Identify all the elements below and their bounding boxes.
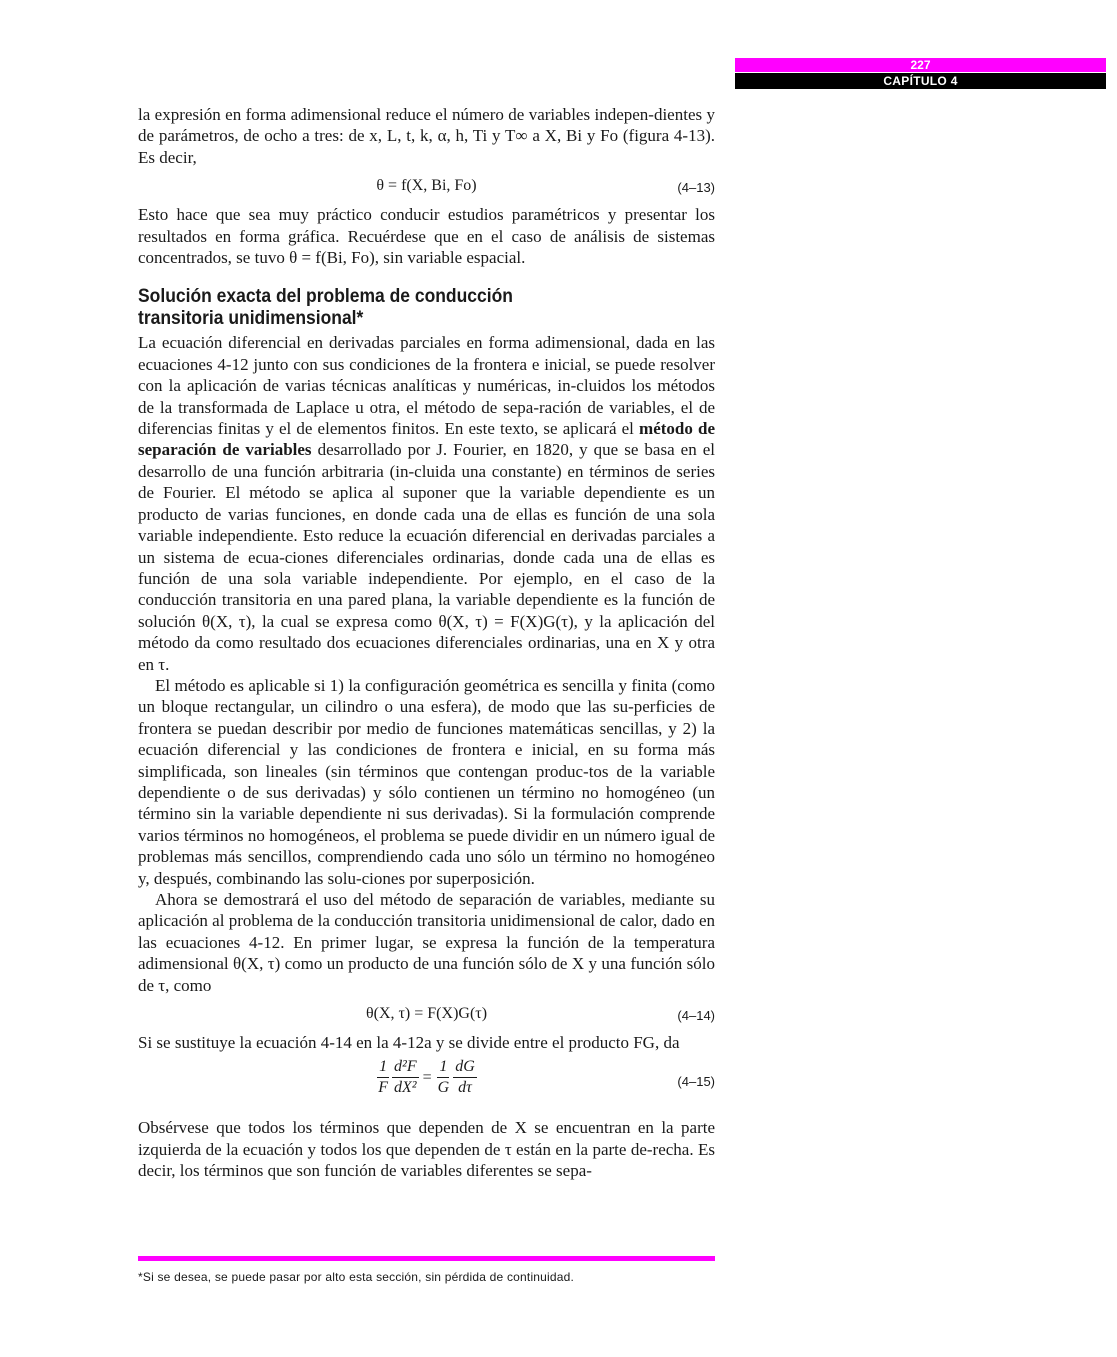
fraction-denominator: G — [437, 1079, 450, 1097]
paragraph-7: Obsérvese que todos los términos que dependen de X se encuentran en la parte izquierda de la ecuación y todos los que dependen de τ están en la parte de-recha. Es decir, los términos que son función de variables diferentes se sepa- — [138, 1118, 715, 1181]
page-number: 227 — [735, 58, 1106, 72]
fraction-d2f-dx2 — [392, 1057, 419, 1098]
section-heading — [138, 286, 727, 330]
equation-4-14-math: θ(X, τ) = F(X)G(τ) — [365, 1005, 488, 1023]
fraction-denominator: dτ — [458, 1079, 472, 1097]
paragraph-1: la expresión en forma adimensional reduce el número de variables indepen-dientes y de parámetros, de ocho a tres: de x, L, t, k, α, h, Ti y T∞ a X, Bi y Fo (figura 4-13). Es decir, — [138, 105, 715, 167]
equals-sign: = — [422, 1069, 432, 1087]
fraction-1-over-f — [376, 1057, 390, 1098]
paragraph-5: Ahora se demostrará el uso del método de separación de variables, mediante su aplicación al problema de la conducción transitoria unidimensional de calor, dado en las ecuaciones 4-12. En primer lugar, se expresa la función de la temperatura adimensional θ(X, τ) como un producto de una función sólo de X y una función sólo de τ, como — [138, 890, 715, 995]
equation-4-15-math — [138, 1057, 715, 1098]
equation-4-15 — [138, 1057, 715, 1107]
paragraph-3-end: desarrollado por J. Fourier, en 1820, y que se basa en el desarrollo de una función arbitraria (in-cluida una constante) en términos de series de Fourier. El método se aplica al suponer que la variable dependiente es un producto de varias funciones, en donde cada una de ellas es función de una sola variable independiente. Esto reduce la ecuación diferencial en derivadas parciales a un sistema de ecua-ciones diferenciales ordinarias, donde cada una de ellas es función de una sola variable independiente. Por ejemplo, en el caso de la conducción transitoria en una pared plana, la variable dependiente es la función de solución θ(X, τ), la cual se expresa como θ(X, τ) = F(X)G(τ), y la aplicación del método da como resultado dos ecuaciones diferenciales ordinarias, una en X y otra en τ. — [138, 440, 715, 674]
fraction-numerator: 1 — [377, 1057, 389, 1078]
equation-4-13 — [138, 172, 715, 200]
paragraph-3-start: La ecuación diferencial en derivadas parciales en forma adimensional, dada en las ecuaciones 4-12 junto con sus condiciones de la frontera e inicial, se puede resolver con la aplicación de varias técnicas analíticas y numéricas, in-cluidos los métodos de la transformada de Laplace u otra, el método de sepa-ración de variables, el de diferencias finitas y el de elementos finitos. En este texto, se aplicará el — [138, 333, 715, 439]
paragraph-2: Esto hace que sea muy práctico conducir estudios paramétricos y presentar los resultados en forma gráfica. Recuérdese que en el caso de análisis de sistemas concentrados, se tuvo θ = f(Bi, Fo), sin variable espacial. — [138, 205, 715, 268]
equation-4-15-number: (4–15) — [677, 1074, 715, 1090]
paragraph-4: El método es aplicable si 1) la configuración geométrica es sencilla y finita (como un bloque rectangular, un cilindro o una esfera), de modo que las su-perficies de frontera se puedan describir por medio de funciones matemáticas sencillas, y 2) la ecuación diferencial y las condiciones de frontera e inicial, en su forma más simplificada, son lineales (sin términos que contengan produc-tos de la variable dependiente o de sus derivadas) y sólo contienen un término no homogéneo (un término sin la variable dependiente ni sus derivadas). Si la formulación comprende varios términos no homogéneos, el problema se puede dividir en un número igual de problemas más sencillos, comprendiendo cada uno sólo un término no homogéneo y, después, combinando las solu-ciones por superposición. — [138, 675, 715, 888]
fraction-numerator: 1 — [437, 1057, 449, 1078]
fraction-1-over-g — [436, 1057, 452, 1098]
paragraph-3-bold-term: método de separación de variables — [138, 419, 716, 460]
fraction-denominator: F — [378, 1079, 389, 1097]
chapter-label: CAPÍTULO 4 — [735, 73, 1106, 89]
fraction-numerator: d²F — [392, 1057, 419, 1078]
fraction-numerator: dG — [453, 1057, 477, 1078]
section-heading-line2: transitoria unidimensional* — [138, 308, 364, 330]
section-heading-line1: Solución exacta del problema de conducción — [138, 286, 513, 308]
footnote-divider — [138, 1256, 715, 1261]
equation-4-13-math: θ = f(X, Bi, Fo) — [376, 177, 477, 195]
fraction-denominator: dX² — [394, 1079, 417, 1097]
equation-4-14-number: (4–14) — [677, 1008, 715, 1024]
paragraph-6: Si se sustituye la ecuación 4-14 en la 4-12a y se divide entre el producto FG, da — [138, 1033, 680, 1053]
equation-4-14 — [138, 1000, 715, 1028]
footnote: *Si se desea, se puede pasar por alto esta sección, sin pérdida de continuidad. — [138, 1270, 575, 1284]
equation-4-13-number: (4–13) — [677, 180, 715, 196]
paragraph-3 — [138, 332, 715, 675]
main-text — [138, 104, 715, 1182]
fraction-dg-dtau — [453, 1057, 477, 1098]
